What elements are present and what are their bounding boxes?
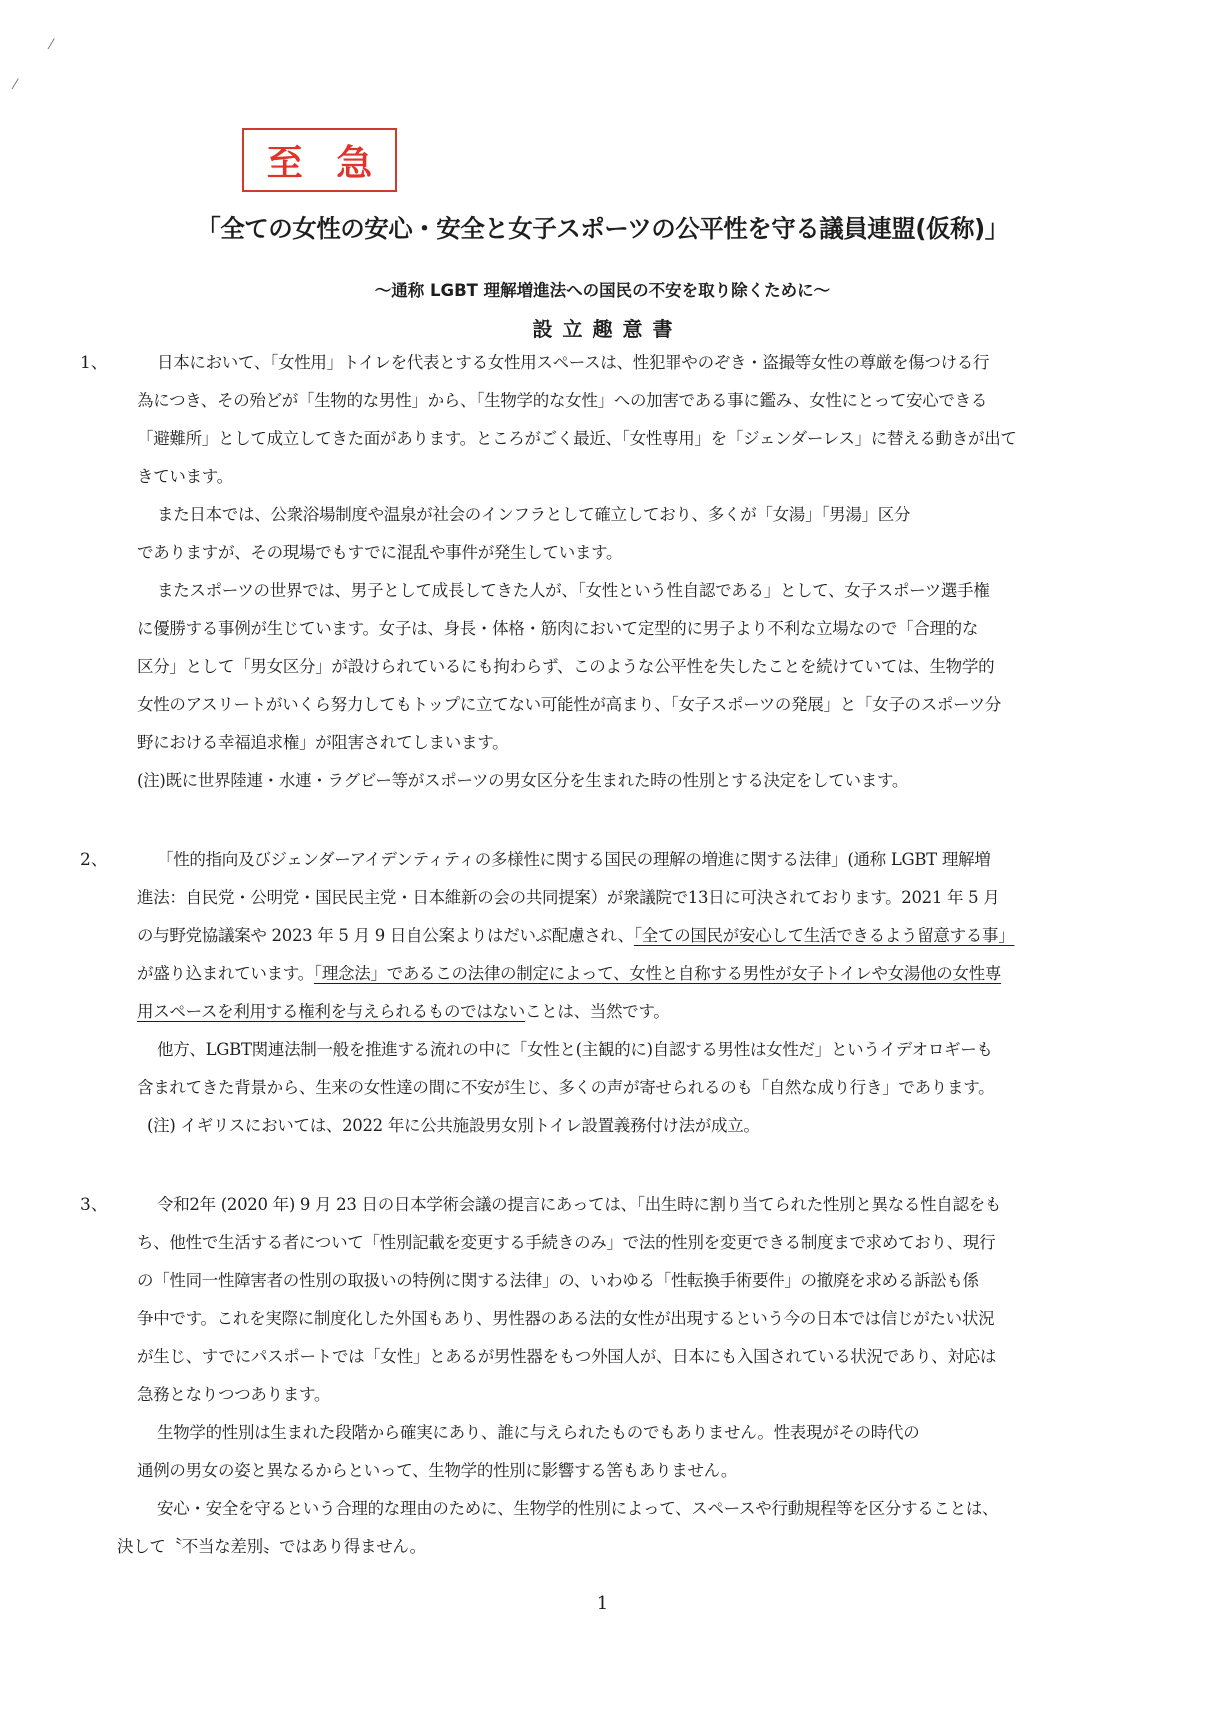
page-number: 1 (596, 1593, 609, 1614)
underlined-text: 用スペースを利用する権利を与えられるものではない (137, 1002, 525, 1021)
stamp-char-1: 至 (266, 142, 303, 184)
paragraph-line: 日本において、「女性用」トイレを代表とする女性用スペースは、性犯罪やのぞき・盗撮等女性の尊厳を傷つける行 (157, 353, 990, 372)
paragraph-line: が生じ、すでにパスポートでは「女性」とあるが男性器をもつ外国人が、日本にも入国されている状況であり、対応は (137, 1347, 997, 1366)
underlined-text: 「全ての国民が安心して生活できるよう留意する事」 (633, 926, 1015, 945)
paragraph-line: 為につき、その殆どが「生物的な男性」から、「生物学的な女性」への加害である事に鑑み、女性にとって安心できる (137, 391, 988, 410)
text-segment: が盛り込まれています。 (137, 964, 314, 983)
scan-mark: ⁄ (14, 77, 17, 93)
document-heading: 設立趣意書 (532, 317, 683, 341)
paragraph-line: 急務となりつつあります。 (137, 1385, 331, 1404)
paragraph-line: 「避難所」として成立してきた面があります。ところがごく最近、「女性専用」を「ジェンダーレス」に替える動きが出て (137, 429, 1017, 448)
note-line: (注) イギリスにおいては、2022 年に公共施設男女別トイレ設置義務付け法が成立。 (147, 1116, 760, 1135)
scan-mark: ⁄ (50, 37, 53, 53)
paragraph-line: また日本では、公衆浴場制度や温泉が社会のインフラとして確立しており、多くが「女湯」「男湯」区分 (157, 505, 911, 524)
paragraph-line: 「性的指向及びジェンダーアイデンティティの多様性に関する国民の理解の増進に関する法律」(通称 LGBT 理解増 (157, 850, 991, 869)
paragraph-line: 令和2年 (2020 年) 9 月 23 日の日本学術会議の提言にあっては、「出生時に割り当てられた性別と異なる性自認をも (157, 1195, 1002, 1214)
paragraph-line: 区分」として「男女区分」が設けられているにも拘わらず、このような公平性を失したことを続けていては、生物学的 (137, 657, 995, 676)
paragraph-line: 安心・安全を守るという合理的な理由のために、生物学的性別によって、スペースや行動規程等を区分することは、 (157, 1499, 999, 1518)
paragraph-line: 争中です。これを実際に制度化した外国もあり、男性器のある法的女性が出現するという今の日本では信じがたい状況 (137, 1309, 995, 1328)
paragraph-line (137, 993, 669, 1031)
underlined-text: 「理念法」であるこの法律の制定によって、女性と自称する男性が女子トイレや女湯他の女性専 (313, 964, 1002, 983)
section-number: 2、 (80, 850, 108, 870)
section-number: 1、 (80, 353, 108, 373)
text-segment: ことは、当然です。 (524, 1002, 670, 1021)
paragraph-line: またスポーツの世界では、男子として成長してきた人が、「女性という性自認である」として、女子スポーツ選手権 (157, 581, 990, 600)
paragraph-line: 決して〝不当な差別〟ではあり得ません。 (117, 1537, 426, 1556)
paragraph-line: 含まれてきた背景から、生来の女性達の間に不安が生じ、多くの声が寄せられるのも「自然な成り行き」であります。 (137, 1078, 995, 1097)
paragraph-line (137, 955, 1001, 993)
paragraph-line: 他方、LGBT関連法制一般を推進する流れの中に「女性と(主観的に)自認する男性は女性だ」というイデオロギーも (157, 1040, 993, 1059)
urgent-stamp (242, 128, 397, 192)
paragraph-line: きています。 (137, 467, 233, 486)
paragraph-line: 進法：自民党・公明党・国民民主党・日本維新の会の共同提案）が衆議院で13日に可決されております。2021 年 5 月 (137, 888, 1000, 907)
paragraph-line (137, 917, 1014, 955)
paragraph-line: 野における幸福追求権」が阻害されてしまいます。 (137, 733, 509, 752)
note-line: (注)既に世界陸連・水連・ラグビー等がスポーツの男女区分を生まれた時の性別とする決定をしています。 (137, 771, 909, 790)
paragraph-line: ち、他性で生活する者について「性別記載を変更する手続きのみ」で法的性別を変更できる制度まで求めており、現行 (137, 1233, 996, 1252)
text-segment: の与野党協議案や 2023 年 5 月 9 日自公案よりはだいぶ配慮され、 (137, 926, 634, 945)
paragraph-line: の「性同一性障害者の性別の取扱いの特例に関する法律」の、いわゆる「性転換手術要件」の撤廃を求める訴訟も係 (137, 1271, 979, 1290)
paragraph-line: でありますが、その現場でもすでに混乱や事件が発生しています。 (137, 543, 623, 562)
paragraph-line: 女性のアスリートがいくら努力してもトップに立てない可能性が高まり、「女子スポーツの発展」と「女子のスポーツ分 (137, 695, 1002, 714)
paragraph-line: に優勝する事例が生じています。女子は、身長・体格・筋肉において定型的に男子より不利な立場なので「合理的な (137, 619, 979, 638)
paragraph-line: 生物学的性別は生まれた段階から確実にあり、誰に与えられたものでもありません。性表現がその時代の (157, 1423, 920, 1442)
document-title: 「全ての女性の安心・安全と女子スポーツの公平性を守る議員連盟(仮称)」 (196, 214, 1009, 243)
paragraph-line: 通例の男女の姿と異なるからといって、生物学的性別に影響する筈もありません。 (137, 1461, 738, 1480)
section-number: 3、 (80, 1195, 108, 1215)
document-subtitle: ～通称 LGBT 理解増進法への国民の不安を取り除くために～ (374, 281, 831, 300)
stamp-char-2: 急 (336, 142, 373, 184)
